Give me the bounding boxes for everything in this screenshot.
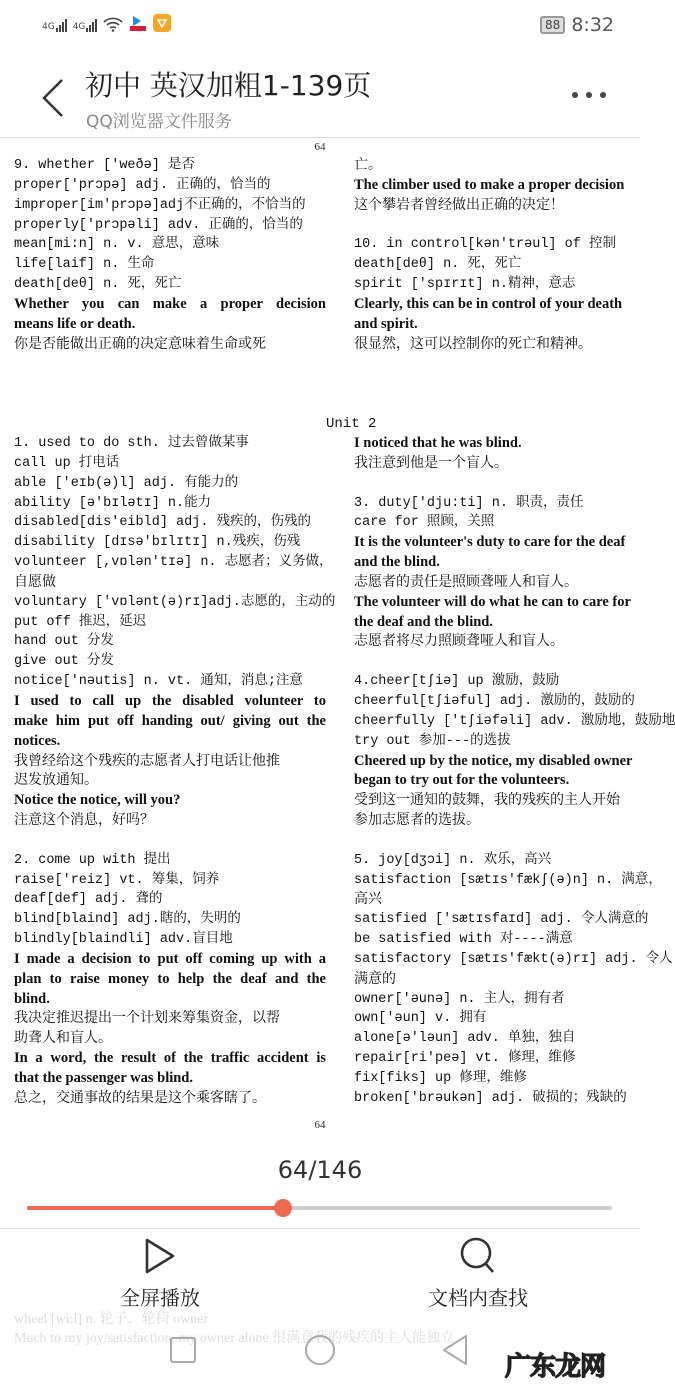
document-line: death[deθ] n. 死，死亡 xyxy=(14,277,182,293)
divider xyxy=(0,1228,640,1229)
document-line: deaf[def] adj. 聋的 xyxy=(14,892,163,908)
document-line: 迟发放通知。 xyxy=(14,772,98,789)
document-line xyxy=(354,474,640,494)
document-line: 很显然，这可以控制你的死亡和精神。 xyxy=(354,335,592,352)
document-line: 1. used to do sth. 过去曾做某事 xyxy=(14,436,249,451)
document-line: try out 参加---的选拔 xyxy=(354,733,511,749)
fullscreen-play-label: 全屏播放 xyxy=(120,1286,200,1310)
document-line xyxy=(354,652,640,672)
document-line: 注意这个消息，好吗？ xyxy=(14,812,154,829)
more-options-icon[interactable] xyxy=(572,92,606,98)
document-line: care for 照顾，关照 xyxy=(354,515,495,531)
document-line: Cheered up by the notice, my disabled owner xyxy=(354,752,633,769)
document-line: satisfaction [sætɪs'fækʃ(ə)n] n. 满意， xyxy=(354,872,662,888)
document-line: 我注意到他是一个盲人。 xyxy=(354,454,508,471)
document-line: and spirit. xyxy=(354,315,418,332)
document-line: call up 打电话 xyxy=(14,455,120,471)
document-line: properly['prɔpəli] adv. 正确的，恰当的 xyxy=(14,217,303,233)
document-line: 4.cheer[tʃiə] up 激励，鼓励 xyxy=(354,674,560,690)
document-line: 高兴 xyxy=(354,891,382,908)
watermark: 广东龙网 xyxy=(505,1352,606,1382)
document-line: disability [dɪsə'bɪlɪtɪ] n.残疾，伤残 xyxy=(14,535,301,551)
document-line: 9. whether ['weðə] 是否 xyxy=(14,158,195,173)
document-line: 我决定推迟提出一个计划来筹集资金，以帮 xyxy=(14,1010,280,1027)
clock: 8:32 xyxy=(571,14,614,36)
document-line: voluntary ['vɒlənt(ə)rɪ]adj.志愿的，主动的 xyxy=(14,594,336,610)
document-line xyxy=(354,831,640,851)
document-line: satisfactory [sætɪs'fækt(ə)rɪ] adj. 令人 xyxy=(354,951,673,967)
document-line: and the blind. xyxy=(354,554,440,571)
document-line: The volunteer will do what he can to care for xyxy=(354,593,631,610)
find-in-document-label: 文档内查找 xyxy=(428,1286,528,1310)
document-line xyxy=(354,216,640,236)
document-line: plan to raise money to help the deaf and the xyxy=(14,970,326,987)
unit-heading: Unit 2 xyxy=(326,416,377,432)
document-line: 参加志愿者的选拔。 xyxy=(354,812,480,829)
document-line: notices. xyxy=(14,732,61,749)
document-line: 亡。 xyxy=(354,157,382,173)
document-line: spirit ['spɪrɪt] n.精神，意志 xyxy=(354,277,576,293)
page-number-top: 64 xyxy=(314,141,326,153)
document-line: fix[fiks] up 修理，维修 xyxy=(354,1071,527,1086)
document-line: 10. in control[kən'trəul] of 控制 xyxy=(354,237,616,253)
document-line: 2. come up with 提出 xyxy=(14,852,171,868)
document-line: Notice the notice, will you? xyxy=(14,792,181,809)
document-line: means life or death. xyxy=(14,315,136,332)
column-top-left xyxy=(14,156,326,354)
page-slider-fill xyxy=(27,1206,283,1210)
find-in-document-button[interactable] xyxy=(398,1236,558,1311)
document-line: make him put off handing out/ giving out the xyxy=(14,712,326,729)
page-indicator: 64/146 xyxy=(277,1156,363,1184)
document-line: satisfied ['sætɪsfaɪd] adj. 令人满意的 xyxy=(354,912,649,928)
document-line: In a word, the result of the traffic accident is xyxy=(14,1050,326,1067)
document-line: Whether you can make a proper decision xyxy=(14,295,326,312)
fullscreen-play-button[interactable] xyxy=(80,1236,240,1311)
document-line: the deaf and the blind. xyxy=(354,613,493,630)
document-line: 5. joy[dʒɔi] n. 欢乐，高兴 xyxy=(354,852,552,868)
app-notification-icon xyxy=(129,14,147,32)
document-line: 满意的 xyxy=(354,970,396,987)
status-bar xyxy=(0,0,640,52)
document-line: give out 分发 xyxy=(14,654,114,670)
document-line: 受到这一通知的鼓舞，我的残疾的主人开始 xyxy=(354,792,620,809)
document-line: hand out 分发 xyxy=(14,634,114,650)
document-line: 你是否能做出正确的决定意味着生命或死 xyxy=(14,335,266,352)
page-number-bottom: 64 xyxy=(314,1119,326,1131)
document-line: 助聋人和盲人。 xyxy=(14,1030,112,1047)
network-type: 4G xyxy=(42,22,55,32)
wifi-icon xyxy=(103,16,123,32)
document-line: blind[blaind] adj.瞎的，失明的 xyxy=(14,912,241,928)
column-bottom-right xyxy=(354,434,675,1109)
cellular-signal-icon-2 xyxy=(73,19,98,32)
app-header xyxy=(0,52,640,138)
back-nav-icon[interactable] xyxy=(440,1334,470,1366)
document-line: 自愿做 xyxy=(14,573,56,590)
document-line: be satisfied with 对----满意 xyxy=(354,932,573,948)
battery-icon: 88 xyxy=(540,16,565,34)
document-line: 志愿者的责任是照顾聋哑人和盲人。 xyxy=(354,573,578,590)
ghost-line: wheel [wi:l] n. 轮子，轮椅 owner xyxy=(14,1312,209,1327)
document-line: alone[ə'ləun] adv. 单独，独自 xyxy=(354,1031,576,1047)
document-line: disabled[dis'eibld] adj. 残疾的，伤残的 xyxy=(14,515,312,531)
document-line: It is the volunteer's duty to care for the deaf xyxy=(354,534,626,551)
document-page[interactable] xyxy=(0,139,675,1139)
document-line: owner['əunə] n. 主人，拥有者 xyxy=(354,991,565,1007)
document-line: 志愿者将尽力照顾聋哑人和盲人。 xyxy=(354,633,564,650)
search-icon xyxy=(458,1236,498,1276)
document-line: death[deθ] n. 死，死亡 xyxy=(354,257,522,273)
document-line: blind. xyxy=(14,990,50,1007)
document-line: able ['eɪb(ə)l] adj. 有能力的 xyxy=(14,475,239,491)
document-line: 我曾经给这个残疾的志愿者人打电话让他推 xyxy=(14,752,280,769)
column-bottom-left xyxy=(14,434,336,1109)
column-top-right xyxy=(354,156,640,354)
document-line: own['əun] v. 拥有 xyxy=(354,1011,487,1027)
recent-apps-icon[interactable] xyxy=(169,1336,197,1364)
document-line: The climber used to make a proper decision xyxy=(354,176,625,193)
document-line: that the passenger was blind. xyxy=(14,1070,193,1086)
home-icon[interactable] xyxy=(304,1334,336,1366)
document-line: 3. duty['dju:ti] n. 职责，责任 xyxy=(354,495,584,511)
page-slider-handle[interactable] xyxy=(274,1199,292,1217)
network-type-2: 4G xyxy=(72,22,86,32)
cellular-signal-icon xyxy=(42,19,67,32)
document-title: 初中 英汉加粗1-139页 xyxy=(85,69,372,102)
document-line: put off 推迟，延迟 xyxy=(14,614,147,630)
back-icon[interactable] xyxy=(38,78,68,118)
document-line: proper['prɔpə] adj. 正确的，恰当的 xyxy=(14,177,271,193)
app-notification-icon-2 xyxy=(153,14,171,32)
ghost-line: Much to my joy/satisfaction, my owner alone 很满意我的残疾的主人能独立 xyxy=(14,1331,455,1346)
play-icon xyxy=(142,1236,178,1276)
document-line: volunteer [,vɒlən'tɪə] n. 志愿者；义务做， xyxy=(14,555,333,571)
document-line: mean[mi:n] n. v. 意思，意味 xyxy=(14,237,220,253)
document-line: I noticed that he was blind. xyxy=(354,435,522,451)
document-line: raise['reiz] vt. 筹集，饲养 xyxy=(14,872,220,888)
document-line: notice['nəutis] n. vt. 通知，消息;注意 xyxy=(14,674,303,690)
document-line: 这个攀岩者曾经做出正确的决定！ xyxy=(354,196,564,213)
document-source: QQ浏览器文件服务 xyxy=(86,112,232,132)
document-line: blindly[blaindli] adv.盲目地 xyxy=(14,932,233,948)
document-line: cheerful[tʃiəful] adj. 激励的，鼓励的 xyxy=(354,693,635,709)
document-line: 总之，交通事故的结果是这个乘客瞎了。 xyxy=(14,1089,266,1106)
document-line: Clearly, this can be in control of your death xyxy=(354,295,623,312)
document-line: broken['brəukən] adj. 破损的；残缺的 xyxy=(354,1090,627,1106)
document-line: I made a decision to put off coming up with a xyxy=(14,950,326,967)
document-line xyxy=(14,831,326,851)
document-line: began to try out for the volunteers. xyxy=(354,772,570,789)
document-line: improper[im'prɔpə]adj不正确的，不恰当的 xyxy=(14,197,306,213)
page-slider[interactable] xyxy=(27,1206,612,1210)
document-line: repair[ri'peə] vt. 修理，维修 xyxy=(354,1051,576,1067)
document-line: ability [ə'bɪlətɪ] n.能力 xyxy=(14,495,212,511)
document-line: life[laif] n. 生命 xyxy=(14,257,155,273)
document-line: cheerfully ['tʃiəfəli] adv. 激励地，鼓励地 xyxy=(354,713,675,729)
document-line: I used to call up the disabled volunteer to xyxy=(14,692,326,709)
